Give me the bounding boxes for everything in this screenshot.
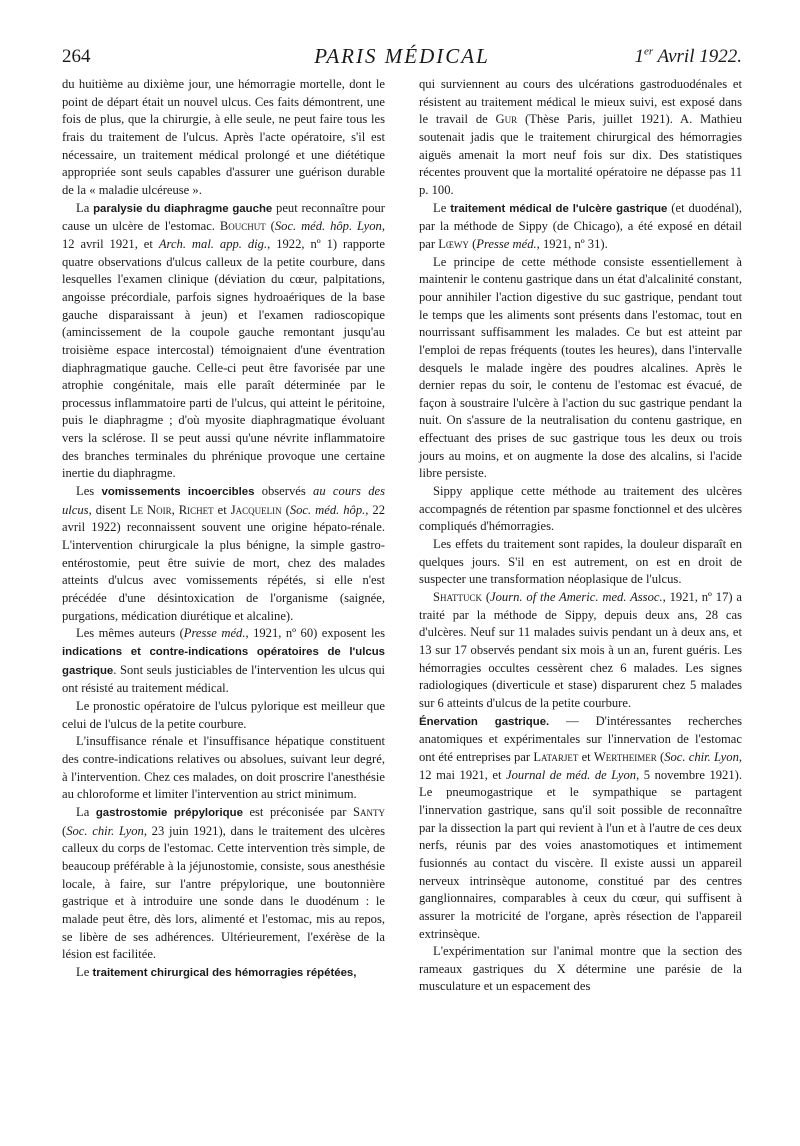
paragraph: Le traitement médical de l'ulcère gastrique (et duodénal), par la méthode de Sippy (de Chicago), a été exposé en détail par Lœwy (Presse méd., 1921, nº 31). [419, 200, 742, 251]
topic-heading: paralysie du diaphragme gauche [93, 202, 273, 215]
paragraph: La paralysie du diaphragme gauche peut reconnaître pour cause un ulcère de l'estomac. Bouchut (Soc. méd. hôp. Lyon, 12 avril 1921, et Arch. mal. app. dig., 1922, nº 1) rapporte quatre observations d'ulcus calleux de la petite courbure, dans lesquelles l'examen clinique (déviation du cœur, palpitations, angoisse précordiale, parfois signes hydroaériques de la base gauche disparaissant à jeun) et l'examen radioscopique (amincissement de la coupole gauche remontant jusqu'au troisième espace intercostal) témoignaient d'une éventration diaphragmatique gauche. Celle-ci peut être favorisée par une atrophie congénitale, mais elle paraît déterminée par le processus inflammatoire parti de l'ulcus, qui atteint le péritoine, puis le diaphragme ; d'où myosite diaphragmatique évoluant vers la sclérose. Il se peut aussi qu'une névrite inflammatoire des branches terminales du phrénique provoque une certaine inertie du diaphragme. [62, 200, 385, 481]
journal-title: PARIS MÉDICAL [314, 44, 490, 68]
paragraph: Les mêmes auteurs (Presse méd., 1921, nº 60) exposent les indications et contre-indications opératoires de l'ulcus gastrique. Sont seuls justiciables de l'intervention les ulcus qui ont résisté au traitement médical. [62, 626, 385, 696]
topic-heading: traitement chirurgical des hémorragies répétées, [92, 966, 357, 979]
citation: Soc. chir. Lyon [66, 823, 144, 838]
paragraph: Shattuck (Journ. of the Americ. med. Assoc., 1921, nº 17) a traité par la méthode de Sippy, depuis deux ans, 28 cas d'ulcères. Neuf sur 11 malades suivis pendant un à deux ans, et 13 sur 17 observés pendant six mois à un an, furent guéris. Les hémorragies occultes cessèrent chez 6 malades. Les signes radiologiques (diverticule et stase) disparurent chez 5 malades sur 6 atteints d'ulcus de la petite courbure. [419, 590, 742, 710]
citation: Soc. méd. hôp. [289, 502, 366, 517]
citation: Soc. méd. hôp. Lyon [274, 219, 382, 234]
paragraph: Énervation gastrique. — D'intéressantes recherches anatomiques et expérimentales sur l'innervation de l'estomac ont été entreprises par Latarjet et Wertheimer (Soc. chir. Lyon, 12 mai 1921, et Journal de méd. de Lyon, 5 novembre 1921). Le pneumogastrique et le sympathique se partagent l'innervation gastrique, sans qu'il soit possible de reconnaître par la dissection la part qui revient à l'un et à l'autre de ces deux nerfs, réunis par des voies anastomotiques et intimement fusionnés au contact du viscère. Il existe aussi un appareil nerveux intrinsèque autonome, constitué par des centres ganglionnaires, comparables à ceux du cœur, qui suffisent à assurer la motricité de l'organe, après résection de l'appareil extrinsèque. [419, 713, 743, 941]
paragraph: du huitième au dixième jour, une hémorragie mortelle, dont le point de départ était un nouvel ulcus. Ces faits démontrent, une fois de plus, que la chirurgie, à elle seule, ne peut faire tous les frais du traitement de l'ulcus. Après l'acte opératoire, s'il est nécessaire, un traitement médical prolongé et une diététique appropriée sont seuls capables d'assurer une guérison durable de la « maladie ulcéreuse ». [62, 77, 385, 197]
author-name: Jacquelin [230, 502, 282, 517]
topic-heading: Énervation gastrique. [419, 715, 550, 728]
author-name: Le Noir [129, 502, 172, 517]
paragraph: L'insuffisance rénale et l'insuffisance hépatique constituent des contre-indications relatives ou absolues, suivant leur degré, à l'intervention. Chez ces malades, on doit proscrire l'anesthésie au chloroforme et limiter l'intervention au strict minimum. [62, 734, 385, 802]
paragraph: La gastrostomie prépylorique est préconisée par Santy (Soc. chir. Lyon, 23 juin 1921), dans le traitement des ulcères calleux du corps de l'estomac. Cette intervention très simple, de beaucoup préférable à la jéjunostomie, consiste, sous anesthésie locale, à faire, sur l'antre prépylorique, une boutonnière gastrique et à introduire une sonde dans le duodénum : le malade peut être, dès lors, alimenté et l'estomac, mis au repos, se libère de ses adhérences. Ultérieurement, l'exérèse de la lésion est facilitée. [62, 804, 385, 962]
citation: Soc. chir. Lyon [664, 749, 739, 764]
citation: Journal de méd. de Lyon [506, 767, 637, 782]
citation: Presse méd. [476, 236, 537, 251]
page-number: 264 [62, 46, 91, 67]
author-name: Santy [352, 804, 385, 819]
paragraph: Les vomissements incoercibles observés au cours des ulcus, disent Le Noir, Richet et Jacquelin (Soc. méd. hôp., 22 avril 1922) reconnaissent souvent une origine hépato-rénale. L'intervention chirurgicale la plus bénigne, la simple gastro-entérostomie, peut être suivie de mort, chez des malades atteints d'ulcus avec vomissements répétés, si elle n'est précédée d'une désintoxication de l'organisme (saignée, purgations, médication diurétique et alcaline). [62, 484, 386, 623]
paragraph: Les effets du traitement sont rapides, la douleur disparaît en quelques jours. S'il en est autrement, on est en droit de suspecter une transformation néoplasique de l'ulcus. [419, 537, 742, 587]
right-column [419, 76, 742, 996]
citation: Presse méd. [183, 626, 246, 641]
paragraph: L'expérimentation sur l'animal montre que la section des rameaux gastriques du X détermine une parésie de la musculature et un espacement des [419, 944, 742, 994]
topic-heading: gastrostomie prépylorique [95, 806, 243, 819]
author-name: Wertheimer [593, 749, 657, 764]
paragraph: Le pronostic opératoire de l'ulcus pylorique est meilleur que celui de l'ulcus de la petite courbure. [62, 698, 385, 731]
left-column [62, 76, 385, 982]
paragraph: qui surviennent au cours des ulcérations gastroduodénales et résistent au traitement médical le mieux suivi, est exposé dans le travail de Gur (Thèse Paris, juillet 1921). A. Mathieu soutenait jadis que le traitement chirurgical des hémorragies aiguës amenait la mort neuf fois sur dix. Des statistiques récentes prouvent que la mortalité opératoire ne dépasse pas 11 p. 100. [419, 77, 742, 197]
author-name: Latarjet [533, 749, 579, 764]
author-name: Bouchut [219, 219, 266, 234]
paragraph: Le principe de cette méthode consiste essentiellement à maintenir le contenu gastrique dans un état d'alcalinité constant, pour annihiler l'action digestive du suc gastrique, pendant tout le temps que les aliments sont présents dans l'estomac, tout en nourrissant suffisamment les malades. Ce but est atteint par l'emploi de repas fréquents (toutes les heures), dans l'intervalle desquels le malade ingère des poudres alcalines. Après le dernier repas du soir, le contenu de l'estomac est évacué, de façon à soustraire l'ulcère à l'action du suc gastrique pendant la nuit. On s'assure de la neutralisation du contenu gastrique, en effectuant des prises de suc gastrique tous les deux ou trois jours au moins, et on augmente la dose des alcalins, si l'acide libre persiste. [419, 254, 742, 481]
page-header [62, 44, 742, 72]
citation: Arch. mal. app. dig. [158, 236, 268, 251]
paragraph: Le traitement chirurgical des hémorragies répétées, [76, 964, 357, 979]
issue-date: 1er Avril 1922. [634, 45, 742, 67]
author-name: Gur [495, 112, 518, 127]
author-name: Lœwy [438, 236, 469, 251]
citation: Journ. of the Americ. med. Assoc. [490, 590, 663, 605]
topic-heading: indications et contre-indications opératoires de l'ulcus gastrique [62, 646, 385, 677]
author-name: Richet [178, 502, 214, 517]
topic-heading: traitement médical de l'ulcère gastrique [450, 202, 668, 215]
author-name: Shattuck [433, 590, 483, 605]
paragraph: Sippy applique cette méthode au traitement des ulcères accompagnés de rétention par spasme fonctionnel et des ulcères compliqués d'hémorragies. [419, 484, 742, 534]
topic-heading: vomissements incoercibles [101, 486, 255, 499]
